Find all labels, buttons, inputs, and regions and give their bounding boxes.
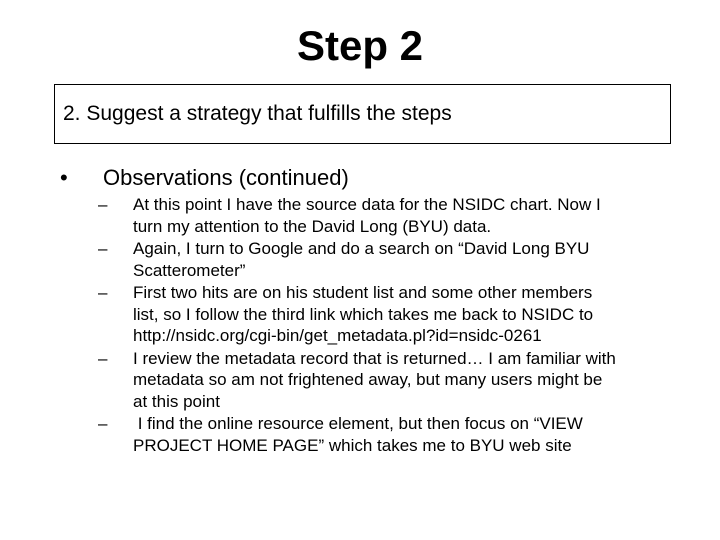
sub-item-line: Scatterometer” <box>133 260 246 280</box>
sub-item-line: turn my attention to the David Long (BYU) data. <box>133 216 492 236</box>
sub-item-line: list, so I follow the third link which takes me back to NSIDC to <box>133 304 594 324</box>
sub-item <box>98 348 708 413</box>
dash-marker: – <box>98 414 108 433</box>
slide-title: Step 2 <box>296 22 424 69</box>
sub-item-line: At this point I have the source data for the NSIDC chart. Now I <box>133 195 601 214</box>
step-box <box>54 84 671 144</box>
sub-item-line: PROJECT HOME PAGE” which takes me to BYU web site <box>133 435 572 455</box>
sub-item <box>98 238 708 281</box>
sub-item-link-line: http://nsidc.org/cgi-bin/get_metadata.pl?id=nsidc-0261 <box>133 326 542 345</box>
step-box-text: 2. Suggest a strategy that fulfills the steps <box>63 102 452 125</box>
sub-item <box>98 194 708 237</box>
dash-marker: – <box>98 239 108 258</box>
bullet-marker: • <box>60 165 68 190</box>
sub-item-line: Again, I turn to Google and do a search on “David Long BYU <box>133 239 590 258</box>
sub-item-line: First two hits are on his student list and some other members <box>133 283 593 302</box>
dash-marker: – <box>98 195 108 214</box>
dash-marker: – <box>98 348 108 368</box>
bullet-observations <box>60 164 700 192</box>
sub-item-line: I review the metadata record that is returned… I am familiar with <box>133 348 616 368</box>
observation-sub-list <box>98 194 708 457</box>
sub-item <box>98 413 708 456</box>
dash-marker: – <box>98 283 108 302</box>
sub-item <box>98 282 708 347</box>
sub-item-line: metadata so am not frightened away, but many users might be <box>133 370 603 389</box>
sub-item-line: I find the online resource element, but then focus on “VIEW <box>133 414 583 433</box>
bullet-text: Observations (continued) <box>103 165 349 190</box>
sub-item-line: at this point <box>133 391 220 411</box>
